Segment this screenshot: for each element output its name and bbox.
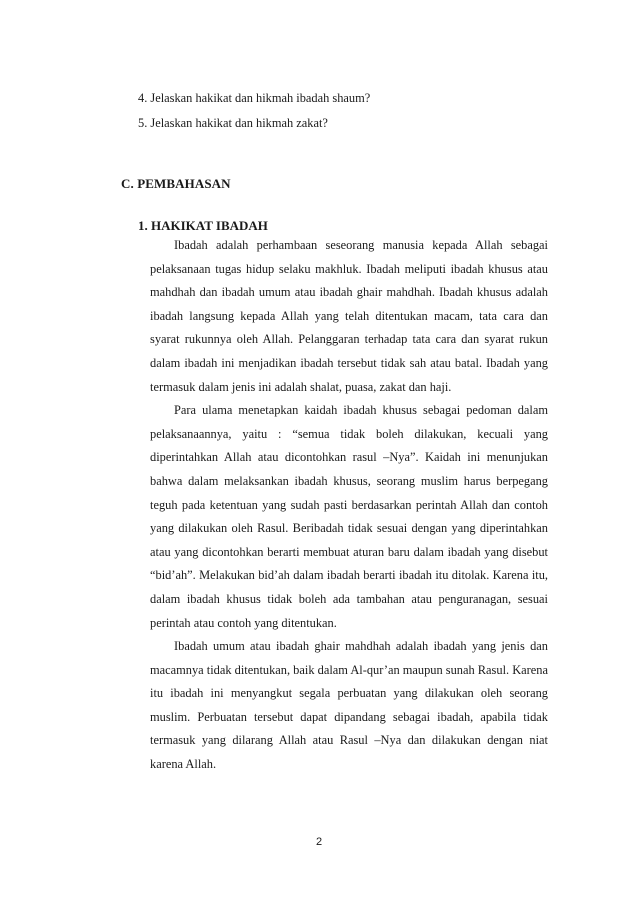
subsection-heading: 1. HAKIKAT IBADAH [138,218,268,233]
section-heading: C. PEMBAHASAN [121,176,231,191]
question-item-5: 5. Jelaskan hakikat dan hikmah zakat? [138,116,328,130]
paragraph-2: Para ulama menetapkan kaidah ibadah khusus sebagai pedoman dalam pelaksanaannya, yaitu : “semua tidak boleh dilakukan, kecuali yang diperintahkan Allah atau dicontohkan rasul –Nya”. Kaidah ini menunjukan bahwa dalam melaksankan ibadah khusus, seorang muslim harus berpegang teguh pada ketentuan yang sudah pasti berdasarkan perintah Allah dan contoh yang dilakukan oleh Rasul. Beribadah tidak sesuai dengan yang diperintahkan atau yang dicontohkan berarti membuat aturan baru dalam ibadah yang disebut “bid’ah”. Melakukan bid’ah dalam ibadah berarti ibadah itu ditolak. Karena itu, dalam ibadah khusus tidak boleh ada tambahan atau penguranagan, sesuai perintah atau contoh yang ditentukan. [150,403,548,630]
page-number: 2 [315,836,323,848]
paragraph-1: Ibadah adalah perhambaan seseorang manusia kepada Allah sebagai pelaksanaan tugas hidup selaku makhluk. Ibadah meliputi ibadah khusus atau mahdhah dan ibadah umum atau ibadah ghair mahdhah. Ibadah khusus adalah ibadah langsung kepada Allah yang telah ditentukan macam, tata cara dan syarat rukunnya oleh Allah. Pelanggaran terhadap tata cara dan syarat rukun dalam ibadah ini menjadikan ibadah tersebut tidak sah atau batal. Ibadah yang termasuk dalam jenis ini adalah shalat, puasa, zakat dan haji. [150,238,548,394]
paragraph-3: Ibadah umum atau ibadah ghair mahdhah adalah ibadah yang jenis dan macamnya tidak ditentukan, baik dalam Al-qur’an maupun sunah Rasul. Karena itu ibadah ini menyangkut segala perbuatan yang dilakukan oleh seorang muslim. Perbuatan tersebut dapat dipandang sebagai ibadah, apabila tidak termasuk yang dilarang Allah atau Rasul –Nya dan dilakukan dengan niat karena Allah. [150,639,548,772]
question-item-4: 4. Jelaskan hakikat dan hikmah ibadah shaum? [138,91,371,105]
body-text [150,234,548,777]
